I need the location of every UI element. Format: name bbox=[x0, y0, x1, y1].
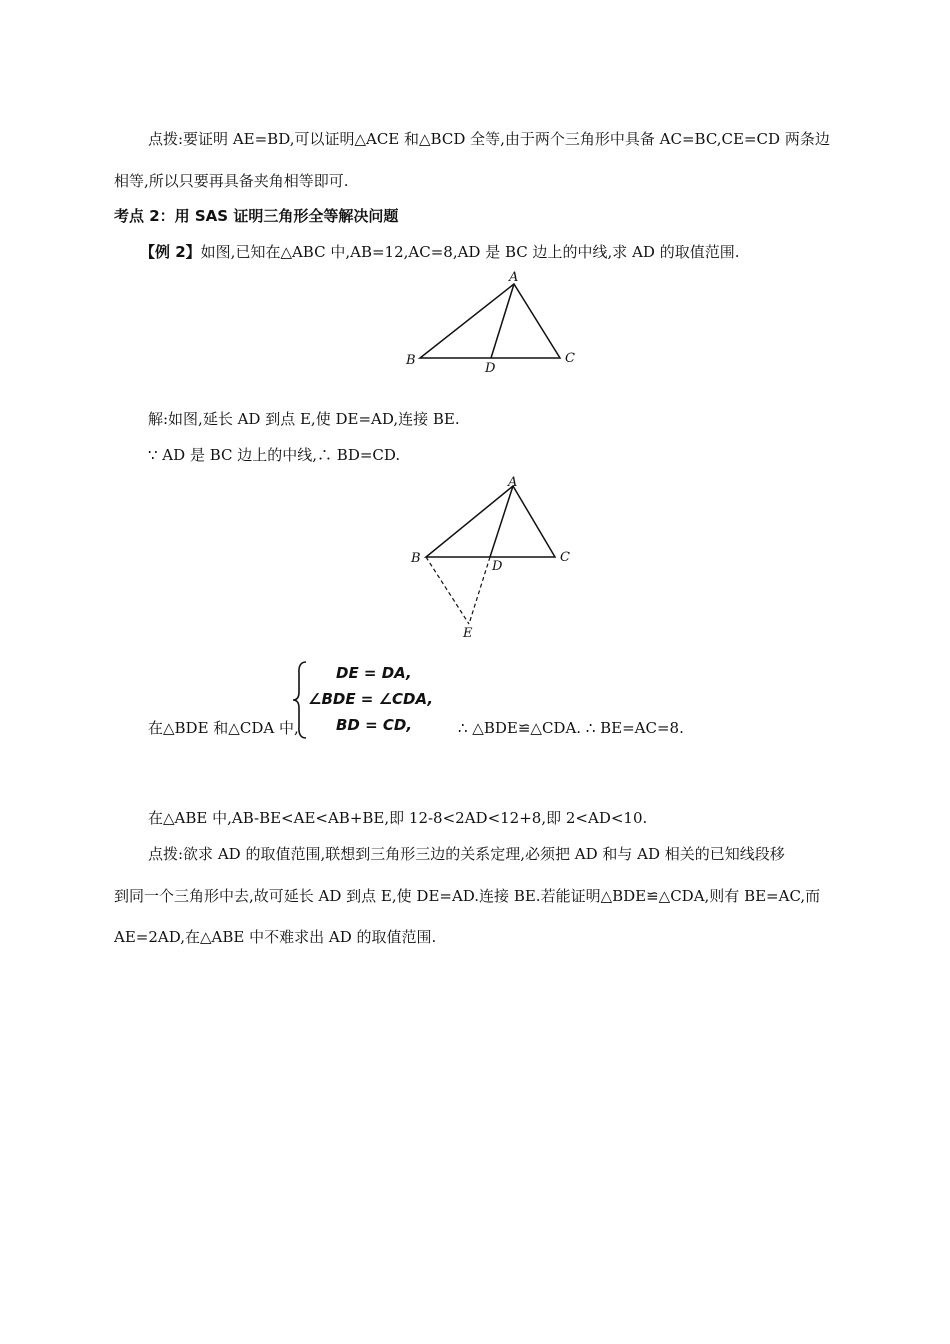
example-tag: 【例 2】 bbox=[140, 243, 201, 261]
median-ad bbox=[491, 284, 514, 358]
segment-de bbox=[469, 557, 490, 624]
triangle-abc bbox=[426, 486, 555, 557]
final-hint-line-3: AE=2AD,在△ABE 中不难求出 AD 的取值范围. bbox=[114, 928, 437, 946]
label-c: C bbox=[565, 351, 575, 366]
median-ad bbox=[490, 486, 513, 557]
final-hint-line-1: 点拨:欲求 AD 的取值范围,联想到三角形三边的关系定理,必须把 AD 和与 AD 相关的已知线段移 bbox=[148, 845, 785, 863]
triangle-figure-1 bbox=[400, 268, 590, 380]
example-text: 如图,已知在△ABC 中,AB=12,AC=8,AD 是 BC 边上的中线,求 AD 的取值范围. bbox=[200, 243, 740, 261]
equation-system bbox=[292, 660, 462, 740]
triangle-figure-2 bbox=[400, 472, 590, 642]
solution-line-3: 在△ABE 中,AB-BE<AE<AB+BE,即 12-8<2AD<12+8,即 2<AD<10. bbox=[148, 809, 648, 827]
left-brace-icon bbox=[292, 660, 308, 740]
label-b: B bbox=[406, 353, 416, 368]
triangle-abc bbox=[420, 284, 560, 358]
equation-3: BD = CD, bbox=[336, 716, 413, 734]
system-prefix: 在△BDE 和△CDA 中, bbox=[148, 719, 299, 737]
example-statement bbox=[140, 241, 739, 263]
label-e: E bbox=[463, 626, 473, 641]
label-a: A bbox=[508, 475, 518, 490]
segment-be bbox=[426, 557, 469, 624]
section-heading: 考点 2：用 SAS 证明三角形全等解决问题 bbox=[114, 207, 399, 225]
final-hint-line-2: 到同一个三角形中去,故可延长 AD 到点 E,使 DE=AD.连接 BE.若能证明△BDE≌△CDA,则有 BE=AC,而 bbox=[114, 887, 821, 905]
label-b: B bbox=[411, 551, 421, 566]
label-d: D bbox=[492, 559, 503, 574]
solution-line-2: ∵ AD 是 BC 边上的中线,∴ BD=CD. bbox=[148, 446, 401, 464]
system-conclusion: ∴ △BDE≌△CDA. ∴ BE=AC=8. bbox=[458, 719, 684, 737]
label-c: C bbox=[560, 550, 570, 565]
solution-line-1: 解:如图,延长 AD 到点 E,使 DE=AD,连接 BE. bbox=[148, 410, 460, 428]
label-a: A bbox=[509, 270, 519, 285]
equation-1: DE = DA, bbox=[336, 664, 412, 682]
hint-paragraph-line-1: 点拨:要证明 AE=BD,可以证明△ACE 和△BCD 全等,由于两个三角形中具备 AC=BC,CE=CD 两条边 bbox=[148, 130, 830, 148]
hint-paragraph-line-2: 相等,所以只要再具备夹角相等即可. bbox=[114, 172, 349, 190]
label-d: D bbox=[485, 361, 496, 376]
equation-2: ∠BDE = ∠CDA, bbox=[308, 690, 434, 708]
